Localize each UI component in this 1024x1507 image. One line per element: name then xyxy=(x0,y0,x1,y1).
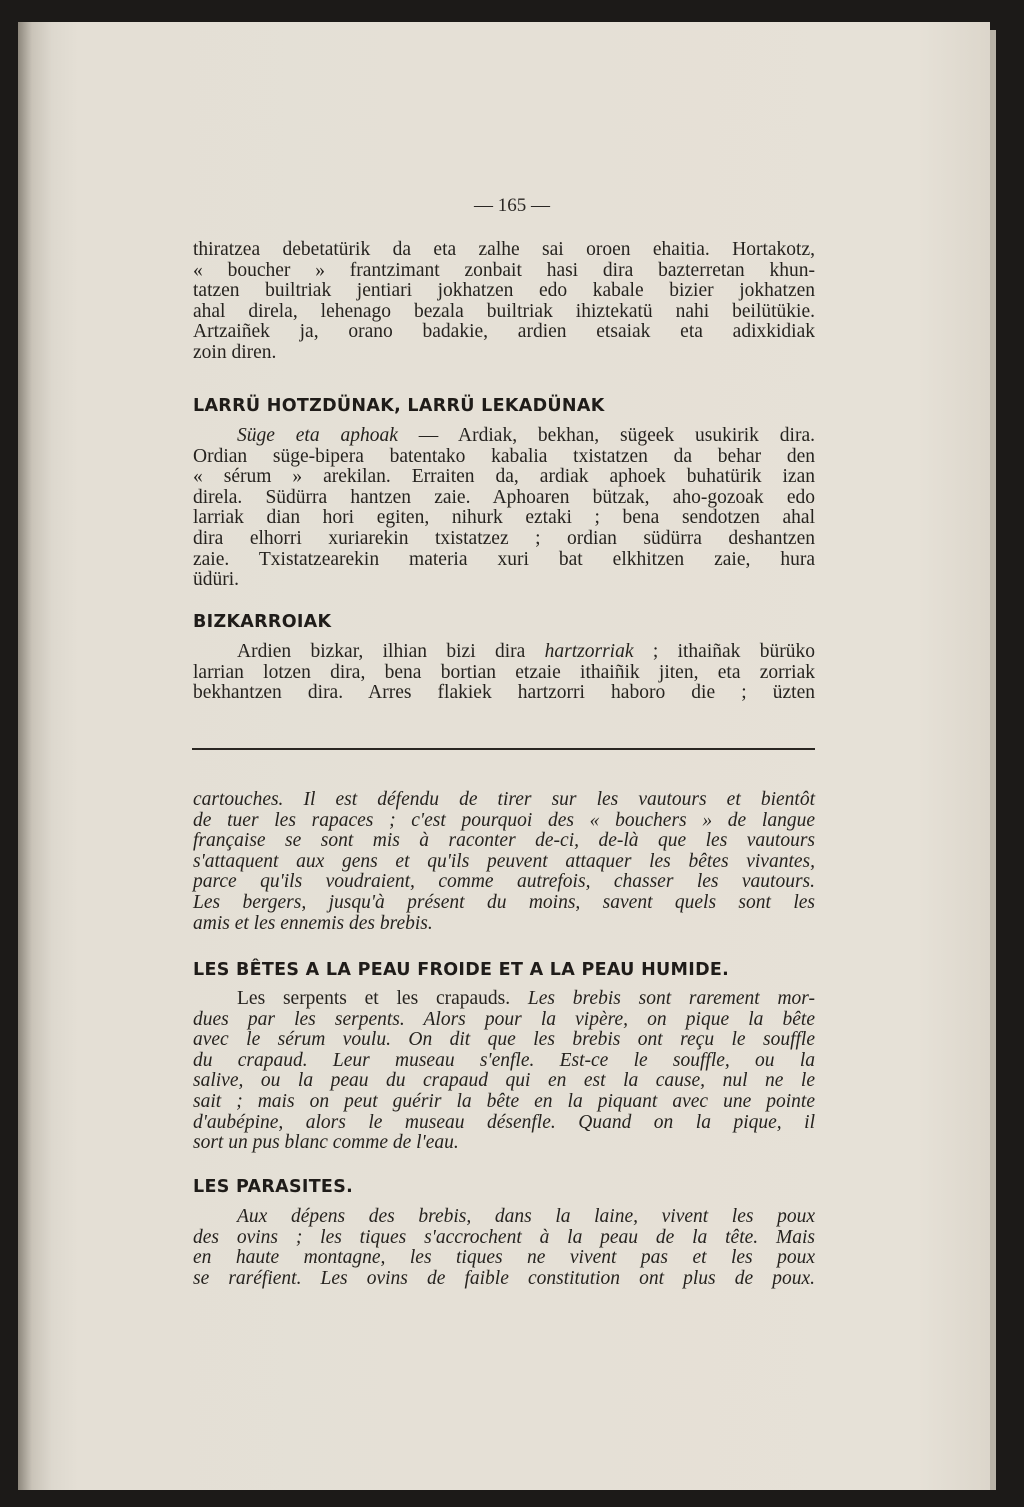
section-heading: LARRÜ HOTZDÜNAK, LARRÜ LEKADÜNAK xyxy=(193,396,605,416)
text-line: de tuer les rapaces ; c'est pourquoi des « bouchers » de langue xyxy=(193,809,815,831)
text-line: dues par les serpents. Alors pour la vipère, on pique la bête xyxy=(193,1008,815,1030)
text-line: larrian lotzen dira, bena bortian etzaie ithaiñik jiten, eta zorriak xyxy=(193,661,815,683)
basque-paragraph-1 xyxy=(193,240,815,364)
french-paragraph-1 xyxy=(193,790,815,934)
line-text: ; ithaiñak bürüko xyxy=(633,641,815,662)
section-heading: LES BÊTES A LA PEAU FROIDE ET A LA PEAU HUMIDE. xyxy=(193,960,730,980)
text-line: « boucher » frantzimant zonbait hasi dira bazterretan khun- xyxy=(193,259,815,281)
divider-rule xyxy=(192,748,815,750)
text-line: du crapaud. Leur museau s'enfle. Est-ce le souffle, ou la xyxy=(193,1049,815,1071)
basque-paragraph-3 xyxy=(193,642,815,704)
italic-term: hartzorriak xyxy=(544,641,634,662)
text-line: « sérum » arekilan. Erraiten da, ardiak aphoek buhatürik izan xyxy=(193,466,815,488)
french-paragraph-2 xyxy=(193,989,815,1154)
section-heading: BIZKARROIAK xyxy=(193,612,332,632)
section-heading: LES PARASITES. xyxy=(193,1177,354,1197)
text-line: des ovins ; les tiques s'accrochent à la peau de la tête. Mais xyxy=(193,1226,815,1248)
text-line xyxy=(193,642,815,663)
line-text: Ardien bizkar, ilhian bizi dira xyxy=(237,641,545,662)
text-line: direla. Südürra hantzen zaie. Aphoaren bützak, aho-gozoak edo xyxy=(193,486,815,508)
line-text: Les serpents et les crapauds. xyxy=(237,988,528,1009)
page-number: — 165 — xyxy=(474,195,550,216)
italic-lead: Süge eta aphoak xyxy=(237,425,398,446)
text-line: Artzaiñek ja, orano badakie, ardien etsaiak eta adixkidiak xyxy=(193,321,815,343)
page-edge xyxy=(990,30,996,1490)
text-line: d'aubépine, alors le museau désenfle. Quand on la pique, il xyxy=(193,1111,815,1133)
text-line: larriak dian hori egiten, nihurk eztaki ; bena sendotzen ahal xyxy=(193,507,815,529)
basque-paragraph-2 xyxy=(193,426,815,591)
text-line: parce qu'ils voudraient, comme autrefois, chasser les vautours. xyxy=(193,871,815,893)
text-line: bekhantzen dira. Arres flakiek hartzorri haboro die ; üzten xyxy=(193,682,815,704)
text-line xyxy=(193,426,815,447)
text-line: se raréfient. Les ovins de faible constitution ont plus de poux. xyxy=(193,1267,815,1289)
text-line: ahal direla, lehenago bezala builtriak ihiztekatü nahi beilütükie. xyxy=(193,300,815,322)
text-line: zoin diren. xyxy=(193,341,277,363)
text-line: française se sont mis à raconter de-ci, de-là que les vautours xyxy=(193,830,815,852)
text-line: en haute montagne, les tiques ne vivent pas et les poux xyxy=(193,1247,815,1269)
line-text: — Ardiak, bekhan, sügeek usukirik dira. xyxy=(397,425,815,446)
text-line: salive, ou la peau du crapaud qui en est la cause, nul ne le xyxy=(193,1070,815,1092)
text-line: Les bergers, jusqu'à présent du moins, savent quels sont les xyxy=(193,891,815,913)
text-line: tatzen builtriak jentiari jokhatzen edo kabale bizier jokhatzen xyxy=(193,280,815,302)
text-line: sort un pus blanc comme de l'eau. xyxy=(193,1132,459,1154)
text-line: üdüri. xyxy=(193,569,240,591)
text-line xyxy=(193,989,815,1010)
text-line: zaie. Txistatzearekin materia xuri bat elkhitzen zaie, hura xyxy=(193,548,815,570)
french-paragraph-3 xyxy=(193,1207,815,1289)
text-line: cartouches. Il est défendu de tirer sur les vautours et bientôt xyxy=(193,789,815,810)
text-line: Ordian süge-bipera batentako kabalia txistatzen da behar den xyxy=(193,445,815,467)
text-line: dira elhorri xuriarekin txistatzez ; ordian südürra deshantzen xyxy=(193,527,815,549)
text-line: avec le sérum voulu. On dit que les brebis ont reçu le souffle xyxy=(193,1029,815,1051)
text-line: Aux dépens des brebis, dans la laine, vivent les poux xyxy=(237,1206,815,1227)
text-line: sait ; mais on peut guérir la bête en la piquant avec une pointe xyxy=(193,1090,815,1112)
text-line: thiratzea debetatürik da eta zalhe sai oroen ehaitia. Hortakotz, xyxy=(193,239,815,260)
text-line: amis et les ennemis des brebis. xyxy=(193,912,433,934)
line-text: Les brebis sont rarement mor- xyxy=(527,988,815,1009)
text-line: s'attaquent aux gens et qu'ils peuvent attaquer les bêtes vivantes, xyxy=(193,850,815,872)
